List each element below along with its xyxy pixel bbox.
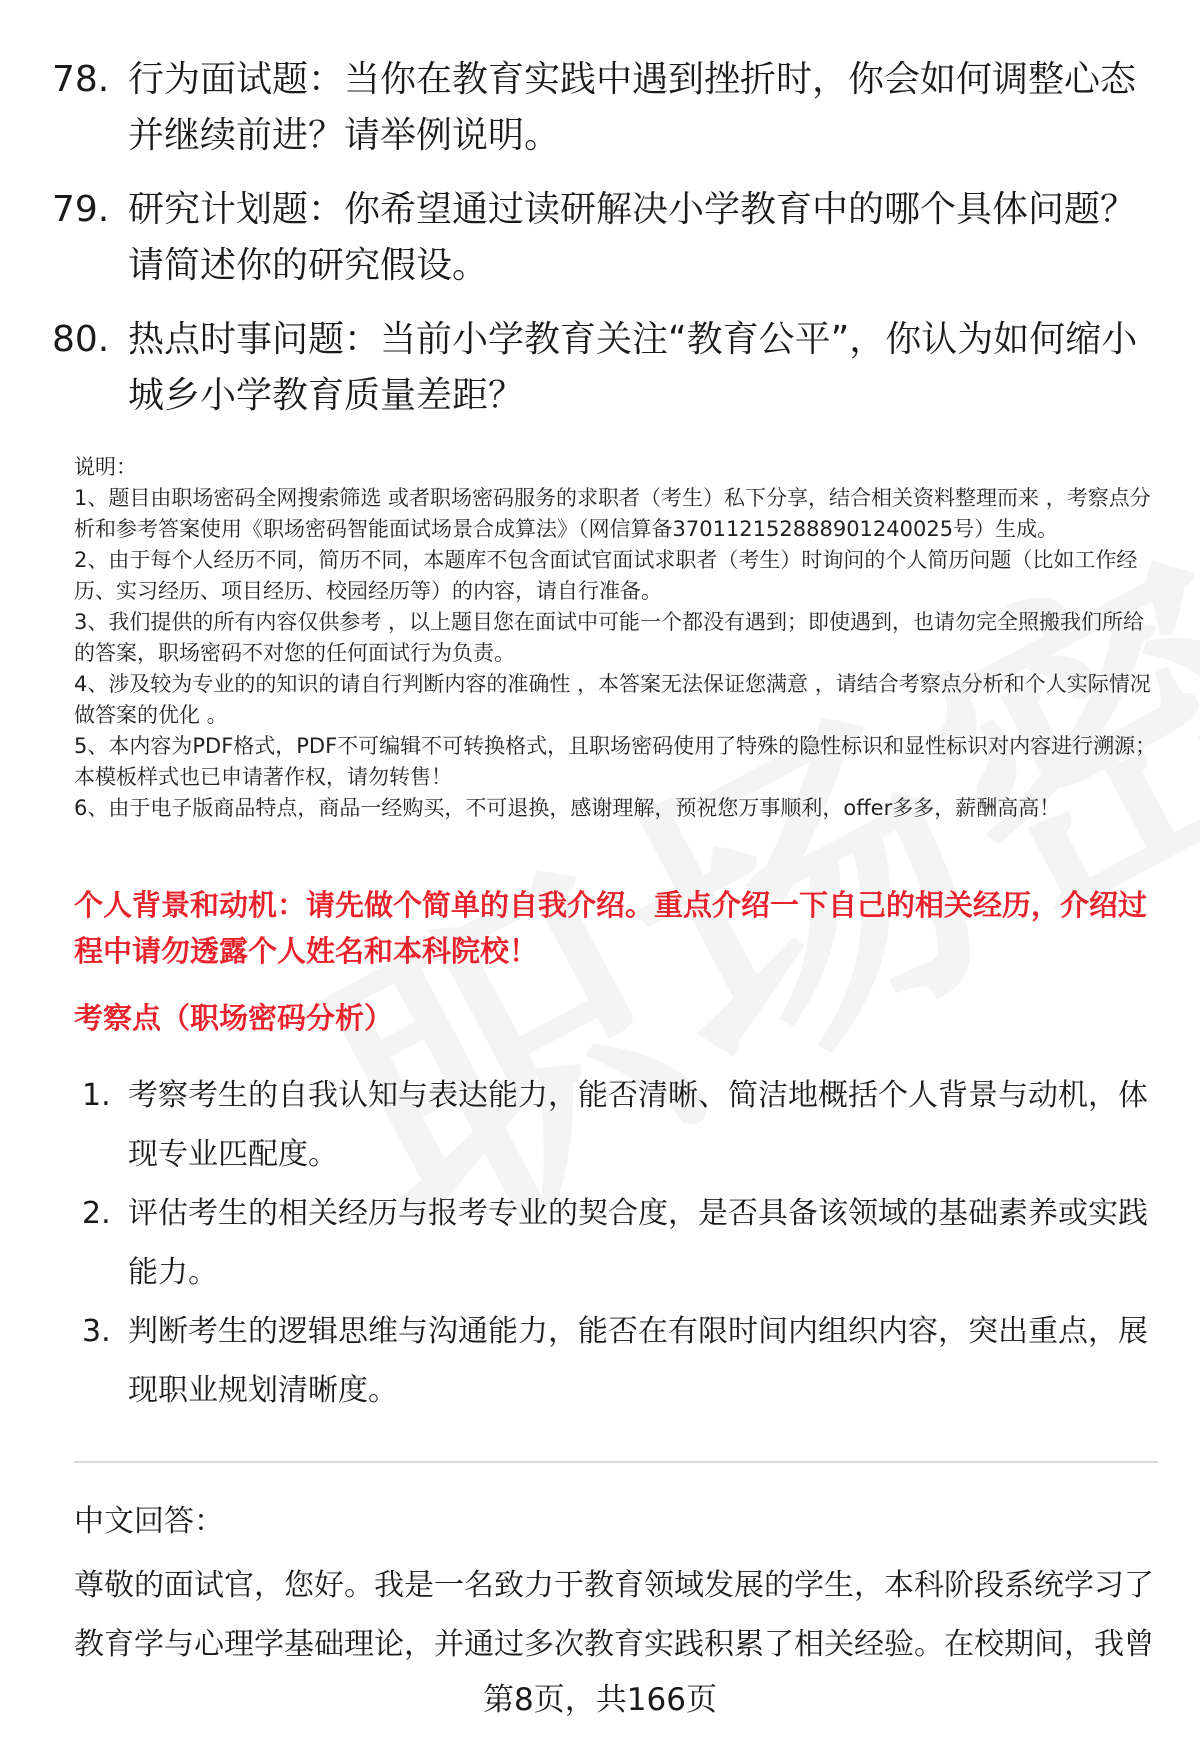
analysis-number: 2. — [82, 1196, 111, 1231]
answer-body — [74, 1556, 1160, 1674]
analysis-item — [82, 1066, 1162, 1184]
question-list — [52, 52, 1162, 442]
question-number: 78. — [52, 59, 110, 100]
analysis-text: 判断考生的逻辑思维与沟通能力，能否在有限时间内组织内容，突出重点，展现职业规划清晰度。 — [128, 1314, 1148, 1408]
analysis-text: 考察考生的自我认知与表达能力，能否清晰、简洁地概括个人背景与动机，体现专业匹配度。 — [128, 1078, 1148, 1172]
notes-heading: 说明： — [74, 455, 137, 479]
analysis-number: 1. — [82, 1078, 111, 1113]
question-text: 研究计划题：你希望通过读研解决小学教育中的哪个具体问题？请简述你的研究假设。 — [128, 189, 1137, 286]
notes-section — [74, 452, 1162, 824]
answer-paragraph: 尊敬的面试官，您好。我是一名致力于教育领域发展的学生，本科阶段系统学习了教育学与心理学基础理论，并通过多次教育实践积累了相关经验。在校期间，我曾 — [74, 1568, 1154, 1662]
analysis-text: 评估考生的相关经历与报考专业的契合度，是否具备该领域的基础素养或实践能力。 — [128, 1196, 1148, 1290]
analysis-title: 考察点（职场密码分析） — [74, 1001, 394, 1035]
note-item: 4、涉及较为专业的的知识的请自行判断内容的准确性 ，本答案无法保证您满意 ，请结合考察点分析和个人实际情况做答案的优化 。 — [74, 672, 1151, 727]
section-divider — [74, 1461, 1158, 1463]
analysis-item — [82, 1302, 1162, 1420]
page-footer: 第8页，共166页 — [0, 1680, 1200, 1720]
answer-label: 中文回答： — [74, 1504, 224, 1539]
analysis-list — [82, 1066, 1162, 1420]
note-item: 2、由于每个人经历不同，简历不同，本题库不包含面试官面试求职者（考生）时询问的个人简历问题（比如工作经历、实习经历、项目经历、校园经历等）的内容，请自行准备。 — [74, 548, 1138, 603]
analysis-item — [82, 1184, 1162, 1302]
question-title: 个人背景和动机：请先做个简单的自我介绍。重点介绍一下自己的相关经历，介绍过程中请勿透露个人姓名和本科院校！ — [74, 888, 1148, 968]
note-item: 3、我们提供的所有内容仅供参考 ，以上题目您在面试中可能一个都没有遇到；即使遇到，也请勿完全照搬我们所给的答案，职场密码不对您的任何面试行为负责。 — [74, 610, 1145, 665]
question-number: 80. — [52, 319, 110, 360]
question-text: 热点时事问题：当前小学教育关注“教育公平”，你认为如何缩小城乡小学教育质量差距？ — [128, 319, 1138, 416]
note-item: 1、题目由职场密码全网搜索筛选 或者职场密码服务的求职者（考生）私下分享，结合相关资料整理而来 ，考察点分析和参考答案使用《职场密码智能面试场景合成算法》（网信算备370112152888901240025号）生成。 — [74, 486, 1151, 541]
analysis-number: 3. — [82, 1314, 111, 1349]
note-item: 5、本内容为PDF格式，PDF不可编辑不可转换格式，且职场密码使用了特殊的隐性标识和显性标识对内容进行溯源；本模板样式也已申请著作权，请勿转售！ — [74, 734, 1157, 789]
question-item — [52, 182, 1162, 294]
question-text: 行为面试题：当你在教育实践中遇到挫折时，你会如何调整心态并继续前进？请举例说明。 — [128, 59, 1137, 156]
question-item — [52, 52, 1162, 164]
question-item — [52, 312, 1162, 424]
note-item: 6、由于电子版商品特点，商品一经购买，不可退换，感谢理解，预祝您万事顺利，offer多多，薪酬高高！ — [74, 796, 1061, 820]
question-number: 79. — [52, 189, 110, 230]
